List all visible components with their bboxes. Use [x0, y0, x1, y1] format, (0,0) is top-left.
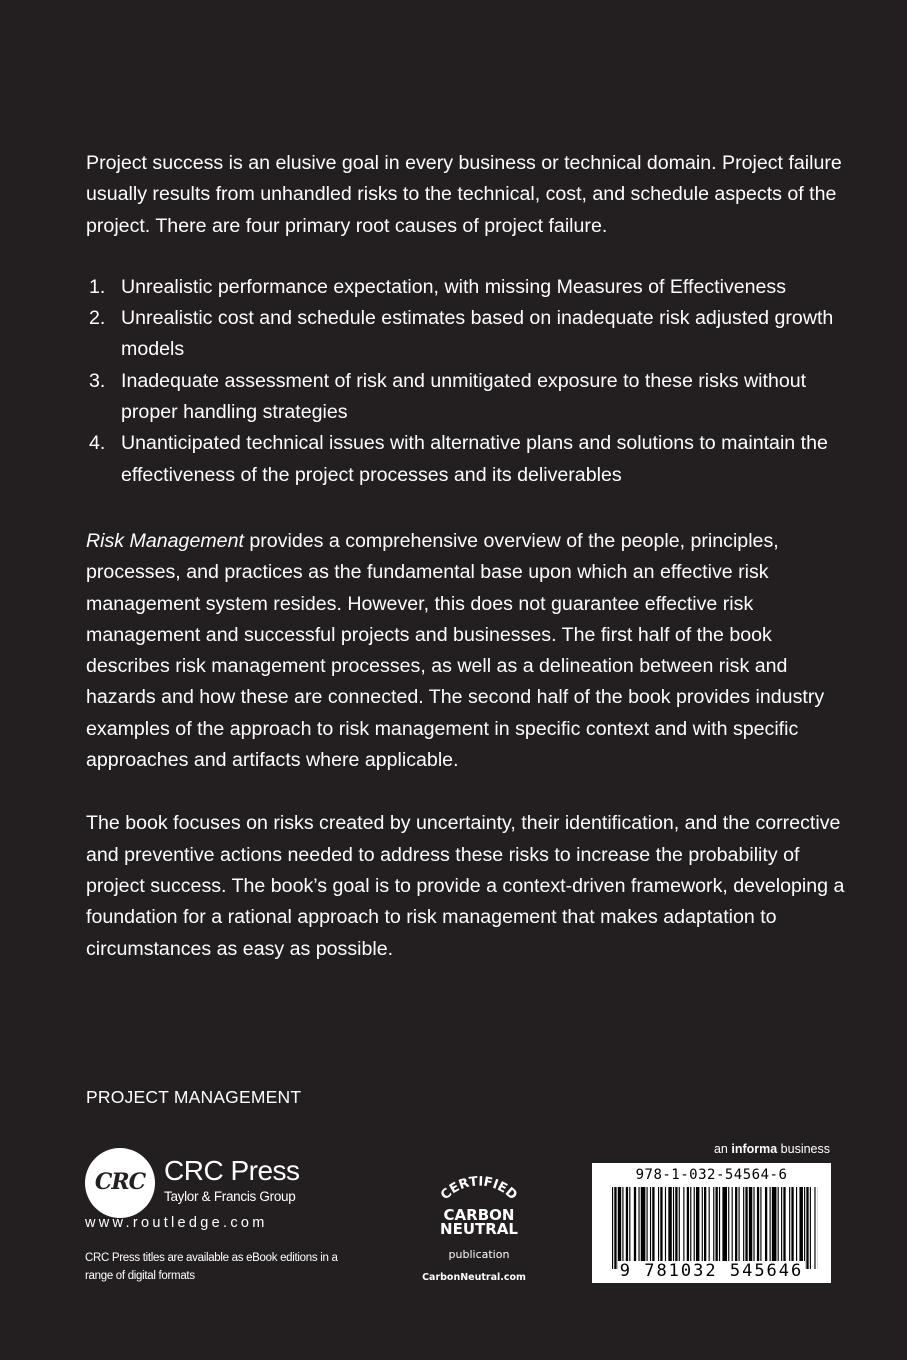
barcode-bar — [679, 1187, 680, 1269]
informa-tagline: an informa business — [713, 1142, 830, 1156]
barcode-bar — [668, 1187, 671, 1269]
list-text: Unanticipated technical issues with alternative plans and solutions to maintain the effectiveness of the project processes and its deliverables — [121, 432, 828, 486]
barcode-bar — [791, 1187, 793, 1269]
barcode-bar — [650, 1187, 651, 1269]
barcode-bar — [652, 1187, 654, 1269]
barcode-bar — [789, 1187, 790, 1269]
badge-url: CarbonNeutral.com — [422, 1272, 526, 1283]
badge-carbon: CARBON — [443, 1206, 515, 1224]
barcode-bar — [739, 1187, 740, 1269]
barcode-bar — [614, 1187, 616, 1269]
barcode-bar — [753, 1187, 754, 1269]
barcode-bar — [806, 1187, 808, 1269]
barcode-bar — [719, 1187, 720, 1269]
barcode-bar — [638, 1187, 639, 1269]
crc-logo — [85, 1148, 155, 1218]
barcode-bar — [732, 1187, 733, 1269]
barcode-bar — [687, 1187, 689, 1269]
list-text: Unrealistic performance expectation, with missing Measures of Effectiveness — [121, 275, 787, 298]
description-paragraph — [86, 526, 846, 776]
barcode-bar — [814, 1187, 815, 1269]
ebook-note: CRC Press titles are available as eBook editions in a range of digital formats — [85, 1252, 338, 1282]
barcode-bar — [804, 1187, 805, 1269]
barcode-bar — [760, 1187, 761, 1269]
barcode-digits: 9 781032 545646 — [619, 1261, 804, 1281]
crc-logo-text: CRC — [94, 1169, 146, 1195]
barcode-bar — [675, 1187, 677, 1269]
barcode-bar — [735, 1187, 737, 1269]
barcode-bar — [713, 1187, 714, 1269]
list-item — [86, 303, 846, 366]
barcode-bar — [781, 1187, 782, 1269]
barcode-bar — [618, 1187, 621, 1269]
barcode-bar — [810, 1187, 811, 1269]
barcode-bar — [690, 1187, 691, 1269]
list-number: 1. — [89, 275, 106, 298]
isbn-barcode — [592, 1163, 831, 1283]
description-text: provides a comprehensive overview of the people, principles, processes, and practices as the fundamental base upon which an effective risk management system resides. However, this does not guarantee effective risk management and successful projects and businesses. The first half of the book describes risk management processes, as well as a delineation between risk and hazards and how these are connected. The second half of the book provides industry examples of the approach to risk management in specific context and with specific approaches and artifacts where applicable. — [86, 529, 825, 772]
badge-neutral: NEUTRAL — [440, 1220, 518, 1238]
publisher-group: Taylor & Francis Group — [164, 1189, 296, 1204]
list-item — [86, 366, 846, 429]
barcode-bars — [612, 1187, 818, 1269]
barcode-bar — [665, 1187, 666, 1269]
barcode-bar — [749, 1187, 752, 1269]
barcode-bar — [783, 1187, 785, 1269]
badge-publication: publication — [448, 1248, 510, 1261]
intro-paragraph: Project success is an elusive goal in every business or technical domain. Project failure usually results from unhandled risks to the technical, cost, and schedule aspects of the project. There are four primary root causes of project failure. — [86, 152, 842, 237]
publisher-website[interactable]: www.routledge.com — [85, 1215, 268, 1231]
barcode-bar — [658, 1187, 659, 1269]
barcode-bar — [796, 1187, 797, 1269]
barcode-bar — [629, 1187, 630, 1269]
list-item — [86, 272, 846, 303]
root-causes-list — [86, 272, 846, 491]
barcode-bar — [612, 1187, 613, 1269]
informa-brand: informa — [731, 1142, 778, 1156]
barcode-bar — [765, 1187, 767, 1269]
barcode-bar — [696, 1187, 699, 1269]
barcode-bar — [757, 1187, 759, 1269]
barcode-bar — [778, 1187, 779, 1269]
barcode-bar — [745, 1187, 747, 1269]
barcode-bar — [641, 1187, 646, 1269]
publisher-name: CRC Press — [164, 1155, 300, 1186]
list-number: 2. — [89, 307, 106, 330]
list-number: 3. — [89, 369, 106, 392]
barcode-bar — [660, 1187, 662, 1269]
barcode-bar — [647, 1187, 648, 1269]
barcode-bar — [722, 1187, 727, 1269]
barcode-bar — [799, 1187, 802, 1269]
subject-category: PROJECT MANAGEMENT — [86, 1087, 302, 1107]
list-number: 4. — [89, 432, 106, 455]
barcode-bar — [770, 1187, 771, 1269]
barcode-bar — [673, 1187, 674, 1269]
list-item — [86, 428, 846, 491]
barcode-bar — [716, 1187, 718, 1269]
badge-certified: CERTIFIED — [438, 1174, 520, 1204]
back-cover-blurb — [86, 148, 846, 965]
barcode-bar — [702, 1187, 703, 1269]
barcode-bar — [622, 1187, 623, 1269]
barcode-bar — [743, 1187, 744, 1269]
carbon-neutral-badge — [418, 1170, 540, 1288]
list-text: Inadequate assessment of risk and unmitigated exposure to these risks without proper handling strategies — [121, 369, 807, 424]
isbn-text: 978-1-032-54564-6 — [635, 1167, 788, 1183]
barcode-bar — [634, 1187, 636, 1269]
barcode-bar — [626, 1187, 628, 1269]
barcode-bar — [772, 1187, 777, 1269]
focus-paragraph: The book focuses on risks created by uncertainty, their identification, and the corrective and preventive actions needed to address these risks to increase the probability of project success. The book’s goal is to provide a context-driven framework, developing a foundation for a rational approach to risk management that makes adaptation to circumstances as easy as possible. — [86, 812, 845, 960]
barcode-bar — [709, 1187, 710, 1269]
barcode-bar — [694, 1187, 695, 1269]
barcode-bar — [683, 1187, 684, 1269]
barcode-bar — [704, 1187, 706, 1269]
list-text: Unrealistic cost and schedule estimates based on inadequate risk adjusted growth models — [121, 307, 834, 361]
barcode-bar — [728, 1187, 729, 1269]
book-title: Risk Management — [86, 529, 244, 552]
